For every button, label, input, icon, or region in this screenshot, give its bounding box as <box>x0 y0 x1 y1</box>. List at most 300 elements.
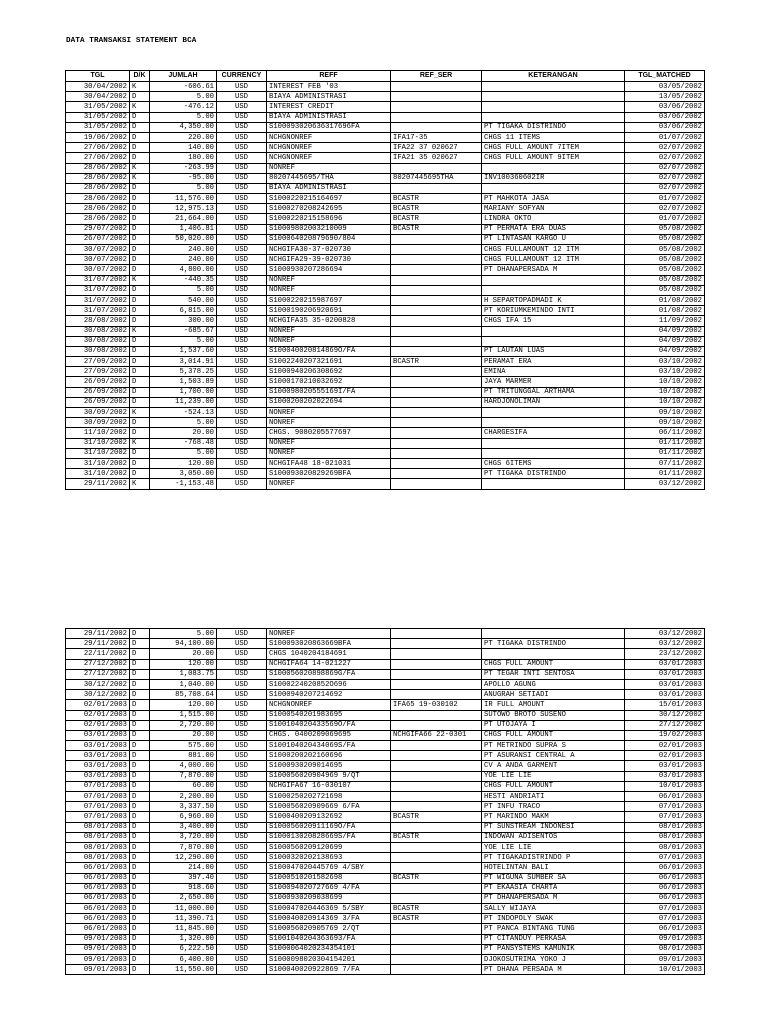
cell-ref-ser: BCASTR <box>391 357 482 367</box>
cell-keterangan: PT LAUTAN LUAS <box>482 346 625 356</box>
cell-tgl: 31/05/2002 <box>66 122 130 132</box>
table-row <box>66 458 705 468</box>
cell-currency: USD <box>217 265 267 275</box>
cell-currency: USD <box>217 194 267 204</box>
table-row <box>66 965 705 975</box>
cell-currency: USD <box>217 873 267 883</box>
cell-tgl-matched: 03/12/2002 <box>625 639 705 649</box>
table-row <box>66 761 705 771</box>
cell-dk: D <box>130 914 150 924</box>
cell-jumlah: 4,350.00 <box>150 122 217 132</box>
cell-ref-ser <box>391 853 482 863</box>
cell-keterangan <box>482 285 625 295</box>
cell-ref-ser: 80207445695THA <box>391 173 482 183</box>
cell-tgl: 31/07/2002 <box>66 306 130 316</box>
cell-dk: D <box>130 792 150 802</box>
cell-reff: S1000098020304154201 <box>267 955 391 965</box>
table-row <box>66 649 705 659</box>
cell-dk: K <box>130 326 150 336</box>
table-row <box>66 669 705 679</box>
cell-jumlah: 120.00 <box>150 659 217 669</box>
cell-reff: NCHGIFA35 35-0200828 <box>267 316 391 326</box>
cell-tgl: 31/07/2002 <box>66 295 130 305</box>
cell-jumlah: 12,975.13 <box>150 204 217 214</box>
cell-dk: D <box>130 336 150 346</box>
cell-currency: USD <box>217 914 267 924</box>
cell-tgl-matched: 01/08/2002 <box>625 295 705 305</box>
table-row <box>66 275 705 285</box>
table-row <box>66 944 705 954</box>
cell-reff: BIAYA ADMINISTRASI <box>267 92 391 102</box>
col-header-currency: CURRENCY <box>217 71 267 82</box>
cell-ref-ser <box>391 893 482 903</box>
cell-currency: USD <box>217 883 267 893</box>
cell-tgl-matched: 15/01/2003 <box>625 700 705 710</box>
cell-currency: USD <box>217 275 267 285</box>
cell-tgl-matched: 03/01/2003 <box>625 761 705 771</box>
cell-dk: D <box>130 377 150 387</box>
cell-tgl-matched: 03/10/2002 <box>625 367 705 377</box>
cell-tgl-matched: 03/05/2002 <box>625 82 705 92</box>
cell-ref-ser <box>391 924 482 934</box>
cell-dk: D <box>130 934 150 944</box>
cell-currency: USD <box>217 639 267 649</box>
cell-currency: USD <box>217 924 267 934</box>
cell-jumlah: 20.00 <box>150 649 217 659</box>
cell-keterangan <box>482 183 625 193</box>
cell-keterangan: IR FULL AMOUNT <box>482 700 625 710</box>
table-row <box>66 802 705 812</box>
table-row <box>66 812 705 822</box>
table-row <box>66 143 705 153</box>
cell-jumlah: -95.00 <box>150 173 217 183</box>
cell-tgl: 06/01/2003 <box>66 873 130 883</box>
cell-reff: S1000200202160696 <box>267 751 391 761</box>
cell-reff: S100064020879690/804 <box>267 234 391 244</box>
cell-tgl-matched: 03/06/2002 <box>625 112 705 122</box>
table-row <box>66 265 705 275</box>
cell-dk: D <box>130 730 150 740</box>
cell-ref-ser <box>391 710 482 720</box>
table-row <box>66 408 705 418</box>
cell-keterangan: PT DHANAPERSADA M <box>482 893 625 903</box>
cell-currency: USD <box>217 458 267 468</box>
cell-dk: D <box>130 720 150 730</box>
cell-ref-ser <box>391 255 482 265</box>
cell-jumlah: 11,000.00 <box>150 904 217 914</box>
cell-ref-ser: BCASTR <box>391 214 482 224</box>
cell-jumlah: 3,720.00 <box>150 832 217 842</box>
cell-tgl-matched: 05/08/2002 <box>625 275 705 285</box>
cell-reff: NONREF <box>267 438 391 448</box>
col-header-jumlah: JUMLAH <box>150 71 217 82</box>
cell-currency: USD <box>217 132 267 142</box>
cell-reff: S1000064020234354101 <box>267 944 391 954</box>
cell-tgl: 06/01/2003 <box>66 904 130 914</box>
cell-ref-ser: IFA17-35 <box>391 132 482 142</box>
cell-tgl: 30/08/2002 <box>66 346 130 356</box>
cell-tgl: 06/01/2003 <box>66 883 130 893</box>
cell-jumlah: 1,083.75 <box>150 669 217 679</box>
cell-keterangan: PT INDOPOLY SWAK <box>482 914 625 924</box>
cell-jumlah: 20.00 <box>150 730 217 740</box>
cell-currency: USD <box>217 346 267 356</box>
cell-tgl: 31/10/2002 <box>66 469 130 479</box>
cell-jumlah: 214.00 <box>150 863 217 873</box>
cell-dk: D <box>130 245 150 255</box>
cell-ref-ser <box>391 234 482 244</box>
cell-tgl-matched: 07/01/2003 <box>625 802 705 812</box>
cell-currency: USD <box>217 669 267 679</box>
cell-keterangan <box>482 92 625 102</box>
table-row <box>66 448 705 458</box>
cell-tgl-matched: 10/10/2002 <box>625 397 705 407</box>
cell-tgl: 07/01/2003 <box>66 802 130 812</box>
cell-dk: D <box>130 387 150 397</box>
cell-currency: USD <box>217 428 267 438</box>
transactions-table-part-2 <box>65 628 705 975</box>
cell-reff: S1000930209014695 <box>267 761 391 771</box>
table-row <box>66 659 705 669</box>
cell-reff: S1000250202721698 <box>267 792 391 802</box>
cell-currency: USD <box>217 295 267 305</box>
cell-tgl: 30/08/2002 <box>66 326 130 336</box>
cell-dk: D <box>130 904 150 914</box>
cell-ref-ser <box>391 397 482 407</box>
cell-currency: USD <box>217 163 267 173</box>
cell-tgl: 09/01/2003 <box>66 955 130 965</box>
cell-reff: S1000540201983695 <box>267 710 391 720</box>
cell-dk: D <box>130 924 150 934</box>
cell-jumlah: 5.00 <box>150 448 217 458</box>
cell-ref-ser <box>391 438 482 448</box>
cell-keterangan: PT PANSYSTEMS KAMUNIK <box>482 944 625 954</box>
cell-dk: D <box>130 863 150 873</box>
cell-tgl: 27/06/2002 <box>66 153 130 163</box>
cell-reff: S100093020863669BFA <box>267 639 391 649</box>
cell-tgl-matched: 03/01/2003 <box>625 659 705 669</box>
cell-jumlah: 1,503.89 <box>150 377 217 387</box>
cell-dk: K <box>130 408 150 418</box>
cell-tgl-matched: 06/01/2003 <box>625 863 705 873</box>
cell-ref-ser <box>391 265 482 275</box>
cell-tgl-matched: 01/07/2002 <box>625 132 705 142</box>
cell-reff: 80207445695/THA <box>267 173 391 183</box>
cell-dk: D <box>130 761 150 771</box>
cell-reff: BIAYA ADMINISTRASI <box>267 112 391 122</box>
cell-ref-ser <box>391 336 482 346</box>
cell-keterangan: SALLY WIJAYA <box>482 904 625 914</box>
cell-ref-ser: BCASTR <box>391 873 482 883</box>
cell-dk: D <box>130 842 150 852</box>
cell-keterangan: HOTELINTAN BALI <box>482 863 625 873</box>
cell-tgl: 06/01/2003 <box>66 924 130 934</box>
cell-tgl: 27/06/2002 <box>66 143 130 153</box>
cell-ref-ser: BCASTR <box>391 194 482 204</box>
cell-tgl: 30/07/2002 <box>66 265 130 275</box>
cell-reff: S100047020445769 4/SBY <box>267 863 391 873</box>
cell-tgl: 28/06/2002 <box>66 204 130 214</box>
cell-tgl-matched: 27/12/2002 <box>625 720 705 730</box>
cell-ref-ser <box>391 771 482 781</box>
cell-ref-ser <box>391 649 482 659</box>
cell-dk: D <box>130 781 150 791</box>
cell-jumlah: 6,400.00 <box>150 955 217 965</box>
cell-jumlah: 11,390.71 <box>150 914 217 924</box>
cell-tgl: 26/09/2002 <box>66 387 130 397</box>
cell-jumlah: 120.00 <box>150 458 217 468</box>
cell-ref-ser <box>391 629 482 639</box>
cell-dk: D <box>130 214 150 224</box>
document-title: DATA TRANSAKSI STATEMENT BCA <box>66 37 197 45</box>
cell-ref-ser <box>391 306 482 316</box>
cell-reff: S100056020911169O/FA <box>267 822 391 832</box>
cell-currency: USD <box>217 448 267 458</box>
cell-tgl: 28/06/2002 <box>66 173 130 183</box>
table-row <box>66 357 705 367</box>
cell-jumlah: 240.00 <box>150 245 217 255</box>
cell-reff: S1000270208242695 <box>267 204 391 214</box>
cell-tgl: 29/07/2002 <box>66 224 130 234</box>
cell-ref-ser <box>391 82 482 92</box>
cell-keterangan: PT METRINDO SUPRA S <box>482 741 625 751</box>
cell-currency: USD <box>217 822 267 832</box>
cell-reff: S1000220215164697 <box>267 194 391 204</box>
cell-jumlah: 20.00 <box>150 428 217 438</box>
cell-dk: D <box>130 265 150 275</box>
cell-currency: USD <box>217 204 267 214</box>
table-row <box>66 418 705 428</box>
cell-dk: D <box>130 194 150 204</box>
cell-ref-ser <box>391 741 482 751</box>
cell-tgl-matched: 08/01/2003 <box>625 944 705 954</box>
col-header-reff: REFF <box>267 71 391 82</box>
cell-tgl: 22/11/2002 <box>66 649 130 659</box>
cell-jumlah: 5,378.25 <box>150 367 217 377</box>
cell-reff: S100056020905769 2/QT <box>267 924 391 934</box>
cell-jumlah: -768.48 <box>150 438 217 448</box>
table-row <box>66 194 705 204</box>
cell-tgl: 26/09/2002 <box>66 397 130 407</box>
col-header-dk: D/K <box>130 71 150 82</box>
cell-tgl-matched: 03/06/2002 <box>625 122 705 132</box>
cell-reff: S1000170210032692 <box>267 377 391 387</box>
cell-tgl: 27/09/2002 <box>66 357 130 367</box>
cell-tgl: 03/01/2003 <box>66 730 130 740</box>
cell-tgl-matched: 07/01/2003 <box>625 904 705 914</box>
cell-reff: CHGS. 0400209069695 <box>267 730 391 740</box>
cell-ref-ser <box>391 285 482 295</box>
cell-dk: D <box>130 802 150 812</box>
cell-tgl: 19/06/2002 <box>66 132 130 142</box>
cell-currency: USD <box>217 92 267 102</box>
cell-currency: USD <box>217 893 267 903</box>
cell-currency: USD <box>217 255 267 265</box>
cell-tgl-matched: 06/01/2003 <box>625 873 705 883</box>
cell-jumlah: 6,815.00 <box>150 306 217 316</box>
table-row <box>66 934 705 944</box>
cell-dk: D <box>130 122 150 132</box>
cell-reff: NONREF <box>267 326 391 336</box>
cell-reff: S100040020914369 3/FA <box>267 914 391 924</box>
table-row <box>66 771 705 781</box>
cell-tgl-matched: 06/01/2003 <box>625 893 705 903</box>
cell-currency: USD <box>217 629 267 639</box>
table-row <box>66 387 705 397</box>
cell-currency: USD <box>217 649 267 659</box>
cell-tgl: 31/10/2002 <box>66 448 130 458</box>
table-row <box>66 346 705 356</box>
cell-keterangan: SUTOWO BROTO SUSENO <box>482 710 625 720</box>
cell-jumlah: 3,400.00 <box>150 822 217 832</box>
cell-ref-ser <box>391 92 482 102</box>
cell-tgl-matched: 08/01/2003 <box>625 832 705 842</box>
cell-ref-ser <box>391 751 482 761</box>
cell-jumlah: 4,800.00 <box>150 265 217 275</box>
table-row <box>66 690 705 700</box>
table-row <box>66 904 705 914</box>
cell-jumlah: -1,153.48 <box>150 479 217 489</box>
cell-currency: USD <box>217 397 267 407</box>
cell-tgl: 30/12/2002 <box>66 690 130 700</box>
cell-ref-ser <box>391 295 482 305</box>
cell-tgl: 30/07/2002 <box>66 255 130 265</box>
cell-dk: D <box>130 741 150 751</box>
table-row <box>66 204 705 214</box>
cell-tgl-matched: 01/11/2002 <box>625 448 705 458</box>
cell-reff: S100094020727669 4/FA <box>267 883 391 893</box>
cell-tgl: 26/07/2002 <box>66 234 130 244</box>
cell-tgl: 11/10/2002 <box>66 428 130 438</box>
cell-currency: USD <box>217 761 267 771</box>
table-row <box>66 629 705 639</box>
table-row <box>66 234 705 244</box>
cell-tgl-matched: 03/06/2002 <box>625 102 705 112</box>
cell-tgl: 06/01/2003 <box>66 914 130 924</box>
cell-currency: USD <box>217 730 267 740</box>
table-row <box>66 479 705 489</box>
cell-currency: USD <box>217 700 267 710</box>
cell-currency: USD <box>217 112 267 122</box>
cell-tgl-matched: 03/12/2002 <box>625 629 705 639</box>
cell-keterangan: CHARGESIFA <box>482 428 625 438</box>
cell-dk: D <box>130 285 150 295</box>
cell-keterangan: PT TRITUNGGAL ARTHAMA <box>482 387 625 397</box>
cell-tgl-matched: 06/01/2003 <box>625 883 705 893</box>
cell-jumlah: 85,708.64 <box>150 690 217 700</box>
cell-keterangan: LINDRA OKTO <box>482 214 625 224</box>
cell-keterangan: JAYA MARMER <box>482 377 625 387</box>
cell-ref-ser <box>391 690 482 700</box>
table-row <box>66 863 705 873</box>
cell-jumlah: 5.00 <box>150 92 217 102</box>
cell-dk: D <box>130 853 150 863</box>
cell-tgl-matched: 06/01/2003 <box>625 792 705 802</box>
cell-tgl: 31/05/2002 <box>66 112 130 122</box>
cell-reff: S100013020828669S/FA <box>267 832 391 842</box>
col-header-tgl: TGL <box>66 71 130 82</box>
cell-jumlah: 2,650.00 <box>150 893 217 903</box>
cell-tgl-matched: 19/02/2003 <box>625 730 705 740</box>
cell-ref-ser: IFA65 19-030102 <box>391 700 482 710</box>
cell-jumlah: 4,000.00 <box>150 761 217 771</box>
cell-currency: USD <box>217 792 267 802</box>
cell-dk: K <box>130 163 150 173</box>
cell-currency: USD <box>217 842 267 852</box>
cell-jumlah: -263.99 <box>150 163 217 173</box>
cell-keterangan: PT CITANDUY PERKASA <box>482 934 625 944</box>
cell-keterangan <box>482 649 625 659</box>
table-row <box>66 741 705 751</box>
cell-reff: S1000220215987697 <box>267 295 391 305</box>
cell-ref-ser: NCHGIFA66 22-0301 <box>391 730 482 740</box>
cell-jumlah: 12,290.00 <box>150 853 217 863</box>
cell-tgl-matched: 05/08/2002 <box>625 285 705 295</box>
cell-reff: S1000560209120699 <box>267 842 391 852</box>
cell-jumlah: -440.35 <box>150 275 217 285</box>
cell-currency: USD <box>217 357 267 367</box>
cell-jumlah: 5.00 <box>150 418 217 428</box>
cell-reff: S10009802003210009 <box>267 224 391 234</box>
header-row <box>66 71 705 82</box>
cell-tgl: 31/05/2002 <box>66 102 130 112</box>
cell-reff: S100056020909669 6/FA <box>267 802 391 812</box>
cell-currency: USD <box>217 326 267 336</box>
cell-tgl: 27/12/2002 <box>66 669 130 679</box>
cell-tgl: 31/07/2002 <box>66 275 130 285</box>
cell-ref-ser: BCASTR <box>391 812 482 822</box>
cell-currency: USD <box>217 408 267 418</box>
transactions-table-part-1 <box>65 70 705 490</box>
cell-dk: D <box>130 183 150 193</box>
cell-dk: D <box>130 690 150 700</box>
cell-reff: NCHGIFA29-39-020730 <box>267 255 391 265</box>
cell-reff: S100093020829269BFA <box>267 469 391 479</box>
cell-tgl: 28/06/2002 <box>66 214 130 224</box>
cell-reff: S100040020814869O/FA <box>267 346 391 356</box>
cell-jumlah: 1,515.00 <box>150 710 217 720</box>
cell-tgl-matched: 04/09/2002 <box>625 326 705 336</box>
cell-tgl-matched: 02/07/2002 <box>625 183 705 193</box>
cell-keterangan: CHGS FULLAMOUNT 12 ITM <box>482 255 625 265</box>
cell-jumlah: 11,845.00 <box>150 924 217 934</box>
cell-currency: USD <box>217 720 267 730</box>
cell-keterangan: PT LINTASAN KARGO U <box>482 234 625 244</box>
cell-tgl-matched: 08/01/2003 <box>625 842 705 852</box>
cell-currency: USD <box>217 336 267 346</box>
cell-dk: D <box>130 893 150 903</box>
cell-tgl-matched: 07/01/2003 <box>625 853 705 863</box>
cell-tgl-matched: 06/01/2003 <box>625 924 705 934</box>
cell-currency: USD <box>217 679 267 689</box>
cell-keterangan: CV A ANDA GARMENT <box>482 761 625 771</box>
cell-ref-ser <box>391 326 482 336</box>
cell-keterangan <box>482 448 625 458</box>
cell-ref-ser <box>391 377 482 387</box>
cell-keterangan: CHGS FULL AMOUNT 7ITEM <box>482 143 625 153</box>
table-row <box>66 112 705 122</box>
table-row <box>66 295 705 305</box>
cell-keterangan: CHGS FULLAMOUNT 12 ITM <box>482 245 625 255</box>
cell-reff: S1000940207214692 <box>267 690 391 700</box>
cell-tgl: 28/06/2002 <box>66 183 130 193</box>
table-row <box>66 163 705 173</box>
cell-reff: NONREF <box>267 448 391 458</box>
cell-currency: USD <box>217 659 267 669</box>
cell-keterangan: PT SUNSTREAM INDONESI <box>482 822 625 832</box>
cell-keterangan: CHGS FULL AMOUNT <box>482 781 625 791</box>
cell-tgl-matched: 10/01/2003 <box>625 781 705 791</box>
